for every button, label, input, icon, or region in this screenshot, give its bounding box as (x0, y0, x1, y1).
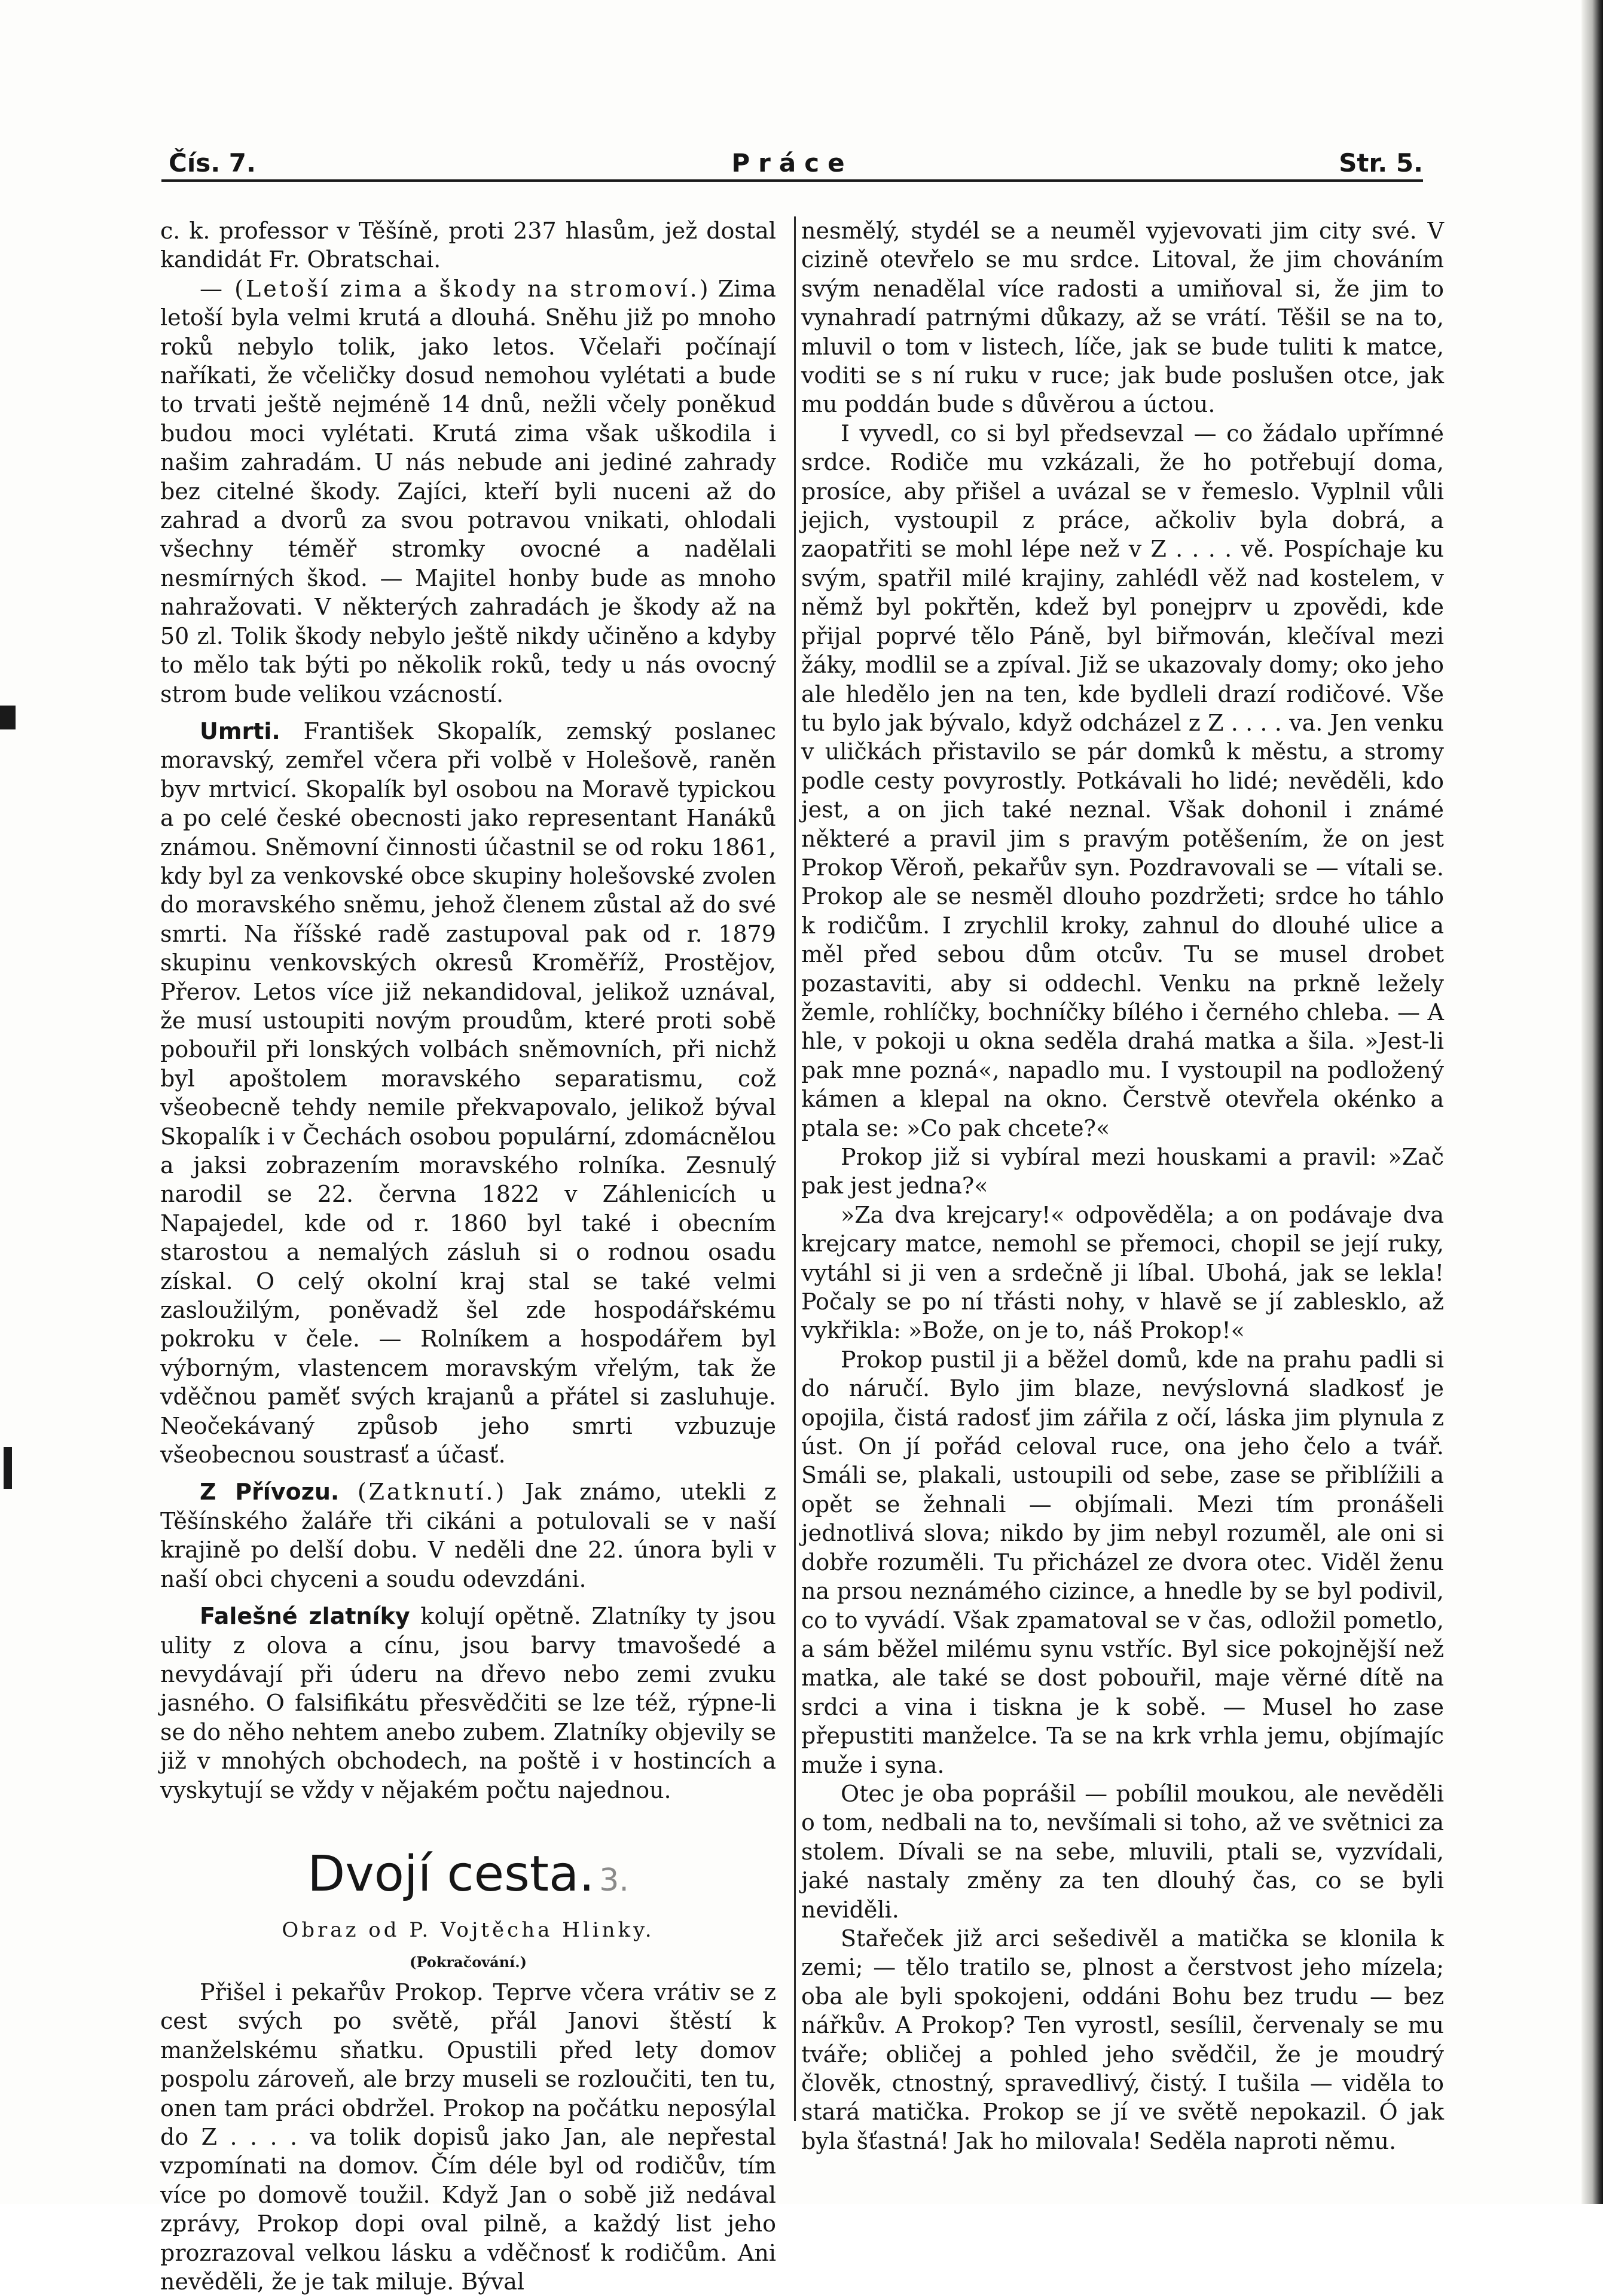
page-header (161, 148, 1423, 184)
article-paragraph: »Za dva krejcary!« odpověděla; a on podávaje dva krejcary matce, nemohl se přemoci, chopil se její ruky, vytáhl si ji ven a srdečně ji líbal. Ubohá, jak se lekla! Počaly se po ní třásti nohy, v hlavě se jí zablesklo, až vykřikla: »Bože, on je to, náš Prokop!« (801, 1201, 1444, 1344)
page-number: Str. 5. (1339, 148, 1423, 178)
left-column (160, 216, 776, 2296)
news-item-body: Jak známo, utekli z Těšínského žaláře tři cikáni a potulovali se v naší krajině po delší dobu. V neděli dne 22. února byli v naší obci chyceni a soudu odevzdáni. (160, 1479, 776, 1592)
news-item-coins (160, 1602, 776, 1805)
news-item-privoz (160, 1477, 776, 1593)
handwritten-number: 3. (599, 1862, 629, 1898)
margin-mark (0, 706, 16, 729)
news-item-death (160, 717, 776, 1470)
article-title: Dvojí cesta. 3. (307, 1845, 629, 1903)
article-paragraph: Prokop pustil ji a běžel domů, kde na prahu padli si do náručí. Bylo jim blaze, nevýslovná sladkosť je opojila, čistá radosť jim zářila z očí, láska jim plynula z úst. On jí pořád celoval ruce, ona jeho čelo a tvář. Smáli se, plakali, ustoupili od sebe, zase se přiblížili a opět se žehnali — objímali. Mezi tím pronášeli jednotlivá slova; nikdo by jim nebyl rozuměl, ale oni si dobře rozuměli. Tu přicházel ze dvora otec. Viděl ženu na prsou neznámého cizince, a hnedle by se byl podivil, co to vyvádí. Však zpamatoval se v čas, odložil pometlo, a sám běžel milému synu vstříc. Byl sice pokojnější než matka, ale také se dost pobouřil, maje věrné dítě na srdci a vina i tiskna je k sobě. — Musel ho zase přepustiti manželce. Ta se na krk vrhla jemu, objímajíc muže i syna. (801, 1346, 1444, 1778)
column-divider (794, 216, 796, 2121)
right-column (801, 216, 1444, 2155)
article-paragraph: I vyvedl, co si byl předsevzal — co žádalo upřímné srdce. Rodiče mu vzkázali, že ho potřebují doma, prosíce, aby přišel a uvázal se v řemeslo. Vyplnil vůli jejich, vystoupil z práce, ačkoliv byla dobrá, a zaopatřiti se mohl lépe než v Z . . . . vě. Pospíchaje ku svým, spatřil milé krajiny, zahlédl věž nad kostelem, v němž byl pokřtěn, kdež byl ponejprv u zpovědi, kde přijal poprvé tělo Páně, byl biřmován, klečíval mezi žáky, modlil se a zpíval. Již se ukazovaly domy; oko jeho ale hledělo jen na ten, kde bydleli drazí rodičové. Vše tu bylo jak bývalo, když odcházel z Z . . . . va. Jen venku v uličkách přistavilo se pár domků k městu, a stromy podle cesty povyrostly. Potkávali ho lidé; nevěděli, kdo jest, a on jich také neznal. Však dohonil i známé některé a pravil jim s pravým potěšením, že on jest Prokop Věroň, pekařův syn. Pozdravovali se — vítali se. Prokop ale se nesměl dlouho pozdržeti; srdce ho táhlo k rodičům. I zrychlil kroky, zahnul do dlouhé ulice a měl před sebou dům otcův. Tu se musel drobet pozastaviti, aby si oddechl. Venku na prkně ležely žemle, rohlíčky, bochníčky bílého i černého chleba. — A hle, v pokoji u okna seděla drahá matka a šila. »Jest-li pak mne pozná«, napadlo mu. I vystoupil na podložený kámen a klepal na okno. Čerstvě otevřela okénko a ptala se: »Co pak chcete?« (801, 420, 1444, 1141)
news-item-body: kolují opětně. Zlatníky ty jsou ulity z olova a cínu, jsou barvy tmavošedé a nevydávají při úderu na dřevo nebo zemi zvuku jasného. O falsifikátu přesvědčiti se lze též, rýpne-li se do něho nehtem anebo zubem. Zlatníky objevily se již v mnohých obchodech, na poště i v hostincích a vyskytují se vždy v nějakém počtu najednou. (160, 1603, 776, 1803)
news-item-heading: Umrti. (200, 718, 280, 744)
article-paragraph: Otec je oba poprášil — pobílil moukou, ale nevěděli o tom, nedbali na to, nevšímali si toho, až ve světnici za stolem. Dívali se na sebe, mluvili, ptali se, vyzvídali, jaké nastaly změny za ten dlouhý čas, co se byli neviděli. (801, 1780, 1444, 1923)
masthead-title: Práce (731, 148, 853, 178)
news-item-heading: Z Přívozu. (200, 1479, 340, 1506)
news-item-heading: — (Letoší zima a škody na stromoví.) (200, 275, 711, 302)
article-subtitle: Obraz od P. Vojtěcha Hlinky. (282, 1918, 655, 1942)
article-continuation-note: (Pokračování.) (410, 1953, 527, 1971)
news-item-body: Zima letoší byla velmi krutá a dlouhá. Sněhu již po mnoho roků nebylo tolik, jako letos. Včelaři počínají naříkati, že včeličky dosud nemohou vylétati a bude to trvati ještě nejméně 14 dnů, nežli včely poněkud budou moci vylétati. Krutá zima však uškodila i našim zahradám. U nás nebude ani jediné zahrady bez citelné škody. Zajíci, kteří byli nuceni až do zahrad a dvorů za svou potravou vnikati, ohlodali všechny téměř stromky ovocné a nadělali nesmírných škod. — Majitel honby bude as mnoho nahražovati. V některých zahradách je škody až na 50 zl. Tolik škody nebylo ještě nikdy učiněno a kdyby to mělo tak býti po několik roků, tedy u nás ovocný strom bude velikou vzácností. (160, 275, 776, 707)
news-item-heading: Falešné zlatníky (200, 1603, 410, 1630)
issue-number: Čís. 7. (169, 148, 256, 178)
page-edge-shadow (1581, 0, 1603, 2204)
article-paragraph: Prokop již si vybíral mezi houskami a pravil: »Zač pak jest jedna?« (801, 1144, 1444, 1199)
article-paragraph: nesmělý, stydél se a neuměl vyjevovati jim city své. V cizině otevřelo se mu srdce. Litoval, že jim chováním svým nenadělal více radosti a umiňoval si, že jim to vynahradí patrnými důkazy, až se vrátí. Těšil se na to, mluvil o tom v listech, líče, jak se bude tuliti k matce, voditi se s ní ruku v ruce; jak bude poslušen otce, jak mu poddán bude s důvěrou a úctou. (801, 218, 1444, 418)
margin-mark (4, 1447, 12, 1489)
news-paragraph: c. k. professor v Těšíně, proti 237 hlasům, jež dostal kandidát Fr. Obratschai. (160, 218, 776, 273)
article-paragraph: Stařeček již arci sešedivěl a matička se klonila k zemi; — tělo tratilo se, plnost a čerstvost jeho mízela; oba ale byli spokojeni, oddáni Bohu bez trudu — bez nářkův. A Prokop? Ten vyrostl, sesílil, červenaly se mu tváře; obličej a pohled jeho svědčil, že je moudrý člověk, ctnostný, spravedlivý, čistý. I tušila — viděla to stará matička. Prokop se jí ve světě nepokazil. Ó jak byla šťastná! Jak ho milovala! Seděla naproti němu. (801, 1925, 1444, 2154)
news-item-winter (160, 274, 776, 709)
news-item-subheading: (Zatknutí.) (357, 1479, 507, 1506)
header-rule (161, 179, 1423, 182)
article-paragraph: Přišel i pekařův Prokop. Teprve včera vrátiv se z cest svých po světě, přál Janovi štěstí k manželskému sňatku. Opustili před lety domov pospolu zároveň, ale brzy museli se rozloučiti, ten tu, onen tam práci obdržel. Prokop na počátku neposýlal do Z . . . . va tolik dopisů jako Jan, ale nepřestal vzpomínati na domov. Čím déle byl od rodičův, tím více po domově toužil. Když Jan o sobě již nedával zprávy, Prokop dopi oval pilně, a každý list jeho prozrazoval velkou lásku a vděčnosť k rodičům. Ani nevěděli, že je tak miluje. Býval (160, 1979, 776, 2295)
news-item-body: František Skopalík, zemský poslanec moravský, zemřel včera při volbě v Holešově, raněn byv mrtvicí. Skopalík byl osobou na Moravě typickou a po celé české obecnosti jako representant Hanáků známou. Sněmovní činnosti účastnil se od roku 1861, kdy byl za venkovské obce skupiny holešovské zvolen do moravského sněmu, jehož členem zůstal až do své smrti. Na říšské radě zastupoval pak od r. 1879 skupinu venkovských okresů Kroměříž, Prostějov, Přerov. Letos více již nekandidoval, jelikož uznával, že musí ustoupiti novým proudům, které proti sobě pobouřil při lonských volbách sněmovních, při nichž byl apoštolem moravského separatismu, což všeobecně tehdy nemile překvapovalo, jelikož býval Skopalík i v Čechách osobou populární, zdomácnělou a jaksi zobrazením moravského rolníka. Zesnulý narodil se 22. června 1822 v Záhlenicích u Napajedel, kde od r. 1860 byl také i obecním starostou a nemalých zásluh si o rodnou osadu získal. O celý okolní kraj stal se také velmi zasloužilým, poněvadž šel zde hospodářskému pokroku v čele. — Rolníkem a hospodářem byl výborným, vlastencem moravským vřelým, tak že vděčnou paměť svých krajanů a přátel si zasluhuje. Neočekávaný způsob jeho smrti vzbuzuje všeobecnou soustrasť a účasť. (160, 718, 776, 1468)
